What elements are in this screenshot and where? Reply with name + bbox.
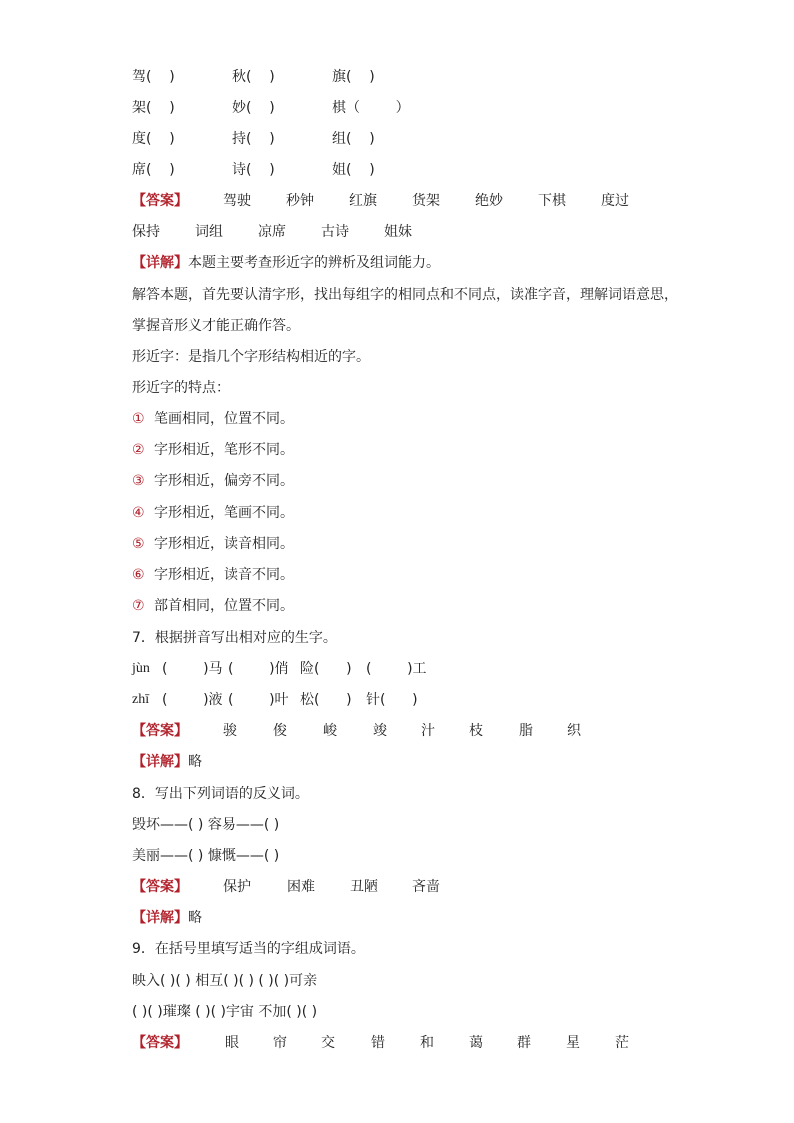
- blank-item: 针( ): [366, 692, 418, 708]
- blank-item: ( )马: [162, 661, 223, 677]
- paragraph-line: 掌握音形义才能正确作答。: [132, 318, 300, 334]
- answer-char: 俊: [273, 723, 287, 739]
- detail-text: 本题主要考查形近字的辨析及组词能力。: [188, 255, 440, 271]
- answer-char: 蔼: [469, 1035, 483, 1051]
- feature-number: ②: [132, 442, 145, 458]
- paragraph-line: 解答本题，首先要认清字形，找出每组字的相同点和不同点，读准字音，理解词语意思，: [132, 287, 678, 303]
- feature-text: 字形相近，偏旁不同。: [154, 473, 294, 489]
- feature-text: 部首相同，位置不同。: [154, 598, 294, 614]
- answer-word: 丑陋: [350, 879, 378, 895]
- feature-text: 字形相近，读音不同。: [154, 567, 294, 583]
- q8-line: 美丽——( ) 慷慨——( ): [132, 848, 280, 864]
- feature-item: [132, 439, 294, 461]
- q8-detail-row: [132, 907, 202, 929]
- answer-word: 姐妹: [384, 224, 412, 240]
- answer-word: 度过: [601, 193, 629, 209]
- question-title: 7．根据拼音写出相对应的生字。: [132, 630, 337, 646]
- answer-char: 骏: [223, 723, 237, 739]
- blank-item: 松( ): [300, 692, 352, 708]
- answer-char: 脂: [519, 723, 533, 739]
- detail-tag: 【详解】: [132, 255, 188, 271]
- answer-char: 群: [517, 1035, 531, 1051]
- feature-item: [132, 408, 294, 430]
- question-title: 8．写出下列词语的反义词。: [132, 786, 309, 802]
- blank-item: ( )工: [366, 661, 427, 677]
- feature-number: ④: [132, 505, 145, 521]
- feature-item: [132, 564, 294, 586]
- answer-word: 红旗: [349, 193, 377, 209]
- answer-tag: 【答案】: [132, 1035, 188, 1051]
- answer-word: 绝妙: [475, 193, 503, 209]
- answer-word: 古诗: [321, 224, 349, 240]
- answer-char: 错: [371, 1035, 385, 1051]
- definition-line: 形近字：是指几个字形结构相近的字。: [132, 349, 370, 365]
- answer-word: 困难: [287, 879, 315, 895]
- answer-word: 秒钟: [286, 193, 314, 209]
- q8-line: 毁坏——( ) 容易——( ): [132, 817, 280, 833]
- question-title: 9．在括号里填写适当的字组成词语。: [132, 941, 365, 957]
- answer-char: 帘: [273, 1035, 287, 1051]
- feature-text: 字形相近，笔形不同。: [154, 442, 294, 458]
- feature-item: [132, 595, 294, 617]
- feature-number: ①: [132, 411, 145, 427]
- answer-char: 织: [567, 723, 581, 739]
- feature-number: ⑤: [132, 536, 145, 552]
- answer-tag: 【答案】: [132, 193, 188, 209]
- answer-char: 汁: [421, 723, 435, 739]
- detail-tag: 【详解】: [132, 910, 188, 926]
- q6-grid-cell: 驾( ): [132, 69, 175, 85]
- answer-char: 枝: [469, 723, 483, 739]
- q6-grid-cell: 诗( ): [232, 162, 275, 178]
- answer-word: 词组: [195, 224, 223, 240]
- blank-item: 险( ): [300, 661, 352, 677]
- feature-text: 笔画相同，位置不同。: [154, 411, 294, 427]
- q6-grid-cell: 持( ): [232, 131, 275, 147]
- q6-grid-cell: 棋（ ）: [332, 100, 410, 116]
- blank-item: ( )叶: [228, 692, 289, 708]
- answer-char: 峻: [323, 723, 337, 739]
- q6-grid-cell: 秋( ): [232, 69, 275, 85]
- detail-text: 略: [188, 754, 202, 770]
- answer-word: 凉席: [258, 224, 286, 240]
- q6-grid-cell: 组( ): [332, 131, 375, 147]
- detail-text: 略: [188, 910, 202, 926]
- q7-detail-row: [132, 751, 202, 773]
- q6-grid-cell: 席( ): [132, 162, 175, 178]
- q6-grid-cell: 度( ): [132, 131, 175, 147]
- answer-char: 竣: [373, 723, 387, 739]
- answer-word: 吝啬: [412, 879, 440, 895]
- q6-grid-cell: 旗( ): [332, 69, 375, 85]
- feature-text: 字形相近，读音相同。: [154, 536, 294, 552]
- q9-line: 映入( )( ) 相互( )( ) ( )( )可亲: [132, 973, 318, 989]
- feature-number: ⑦: [132, 598, 145, 614]
- blank-item: ( )俏: [228, 661, 289, 677]
- answer-tag: 【答案】: [132, 723, 188, 739]
- answer-word: 保护: [223, 879, 251, 895]
- feature-number: ③: [132, 473, 145, 489]
- detail-tag: 【详解】: [132, 754, 188, 770]
- answer-char: 眼: [225, 1035, 239, 1051]
- answer-char: 星: [566, 1035, 580, 1051]
- features-title: 形近字的特点：: [132, 380, 230, 396]
- q9-line: ( )( )璀璨 ( )( )宇宙 不加( )( ): [132, 1004, 318, 1020]
- feature-text: 字形相近，笔画不同。: [154, 505, 294, 521]
- q6-grid-cell: 架( ): [132, 100, 175, 116]
- answer-char: 茫: [615, 1035, 629, 1051]
- q6-grid-cell: 妙( ): [232, 100, 275, 116]
- pinyin-label: jùn: [132, 661, 150, 676]
- feature-item: [132, 533, 294, 555]
- answer-char: 交: [321, 1035, 335, 1051]
- feature-item: [132, 502, 294, 524]
- answer-word: 下棋: [538, 193, 566, 209]
- feature-number: ⑥: [132, 567, 145, 583]
- pinyin-label: zhī: [132, 692, 150, 707]
- answer-word: 货架: [412, 193, 440, 209]
- answer-char: 和: [420, 1035, 434, 1051]
- answer-tag: 【答案】: [132, 879, 188, 895]
- q6-detail-row: [132, 252, 440, 274]
- feature-item: [132, 470, 294, 492]
- blank-item: ( )液: [162, 692, 223, 708]
- q6-grid-cell: 姐( ): [332, 162, 375, 178]
- answer-word: 保持: [132, 224, 160, 240]
- answer-word: 驾驶: [223, 193, 251, 209]
